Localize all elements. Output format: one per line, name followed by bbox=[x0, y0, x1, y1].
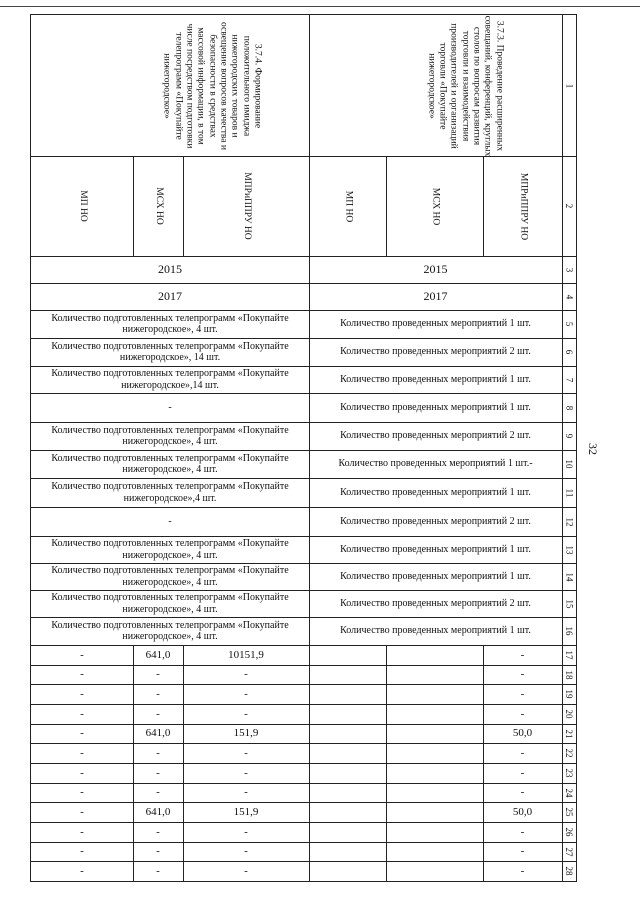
finance-mp-left: - bbox=[80, 727, 84, 740]
finance-mpripp-right: - bbox=[520, 707, 525, 720]
indicator-right: Количество проведенных мероприятий 2 шт. bbox=[340, 346, 531, 358]
finance-msh-left: - bbox=[156, 766, 160, 779]
executor-mpripp-right: МПРиППРУ НО bbox=[518, 172, 529, 240]
year-left: 2017 bbox=[158, 288, 182, 303]
row-number: 21 bbox=[563, 729, 574, 738]
finance-mpripp-left: 10151,9 bbox=[228, 648, 264, 661]
finance-column-divider bbox=[386, 645, 387, 881]
row-number: 28 bbox=[563, 866, 574, 876]
row-number: 3 bbox=[564, 267, 574, 272]
finance-mpripp-right: - bbox=[520, 668, 525, 681]
finance-mp-right bbox=[309, 842, 386, 862]
indicator-right: Количество проведенных мероприятий 1 шт. bbox=[340, 486, 531, 498]
finance-mp-left: - bbox=[80, 668, 84, 681]
indicator-left: Количество подготовленных телепрограмм «Покупайте нижегородское», 4 шт. bbox=[51, 619, 289, 642]
row-divider bbox=[31, 684, 576, 685]
finance-mp-left: - bbox=[80, 786, 84, 799]
executor-mp-right: МП НО bbox=[343, 190, 354, 222]
row-divider bbox=[31, 861, 576, 862]
finance-mpripp-right: - bbox=[520, 845, 525, 858]
finance-msh-right bbox=[386, 724, 483, 744]
finance-msh-left: 641,0 bbox=[145, 727, 171, 740]
finance-mp-right bbox=[309, 763, 386, 783]
finance-msh-left: - bbox=[156, 687, 160, 700]
finance-column-divider bbox=[183, 645, 184, 881]
row-number: 6 bbox=[564, 349, 574, 355]
finance-msh-left: - bbox=[156, 845, 160, 858]
indicator-right: Количество проведенных мероприятий 2 шт. bbox=[340, 597, 531, 609]
finance-mpripp-left: - bbox=[244, 825, 248, 838]
row-divider bbox=[31, 743, 576, 744]
middle-divider bbox=[309, 15, 310, 881]
finance-mp-right bbox=[309, 724, 386, 744]
finance-mpripp-left: - bbox=[244, 786, 248, 799]
finance-mpripp-left: - bbox=[244, 668, 248, 681]
indicator-left: Количество подготовленных телепрограмм «Покупайте нижегородское», 4 шт. bbox=[51, 424, 289, 447]
finance-mp-right bbox=[309, 684, 386, 704]
finance-mp-right bbox=[309, 743, 386, 763]
year-left: 2015 bbox=[158, 261, 182, 276]
row-number: 5 bbox=[564, 321, 574, 327]
finance-mpripp-right: - bbox=[520, 864, 525, 877]
page-number: 32 bbox=[586, 443, 601, 455]
column-number-1: 1 bbox=[564, 83, 574, 88]
row-divider bbox=[31, 665, 576, 666]
row-number: 22 bbox=[563, 748, 574, 758]
row-divider bbox=[31, 763, 576, 764]
row-number-divider bbox=[562, 15, 563, 881]
row-divider bbox=[31, 783, 576, 784]
column-number-2: 2 bbox=[564, 203, 574, 209]
finance-mpripp-left: - bbox=[244, 766, 248, 779]
indicator-left: Количество подготовленных телепрограмм «Покупайте нижегородское», 14 шт. bbox=[51, 340, 289, 363]
finance-mp-right bbox=[309, 802, 386, 822]
finance-mp-right bbox=[309, 704, 386, 724]
indicator-left: Количество подготовленных телепрограмм «Покупайте нижегородское»,14 шт. bbox=[51, 368, 289, 391]
finance-mpripp-right: - bbox=[520, 746, 525, 759]
executor-column-divider bbox=[483, 156, 484, 256]
executor-mpripp-left: МПРиППРУ НО bbox=[241, 172, 252, 240]
row-number: 7 bbox=[564, 377, 574, 382]
item-3-7-3-header: 3.7.3. Проведение расширенных совещаний, конференций, круглых столов по вопросам развития торговли и взаимодействия производителей и организаций торговли «Покупайте нижегородское» bbox=[425, 15, 504, 156]
finance-mpripp-right: - bbox=[520, 687, 525, 700]
finance-msh-right bbox=[386, 743, 483, 763]
row-number: 4 bbox=[564, 294, 574, 299]
finance-mpripp-left: 151,9 bbox=[233, 727, 259, 740]
finance-msh-right bbox=[386, 802, 483, 822]
executor-mp-left: МП НО bbox=[77, 190, 88, 222]
row-number: 16 bbox=[564, 626, 574, 636]
indicator-right: Количество проведенных мероприятий 1 шт.- bbox=[338, 458, 533, 470]
finance-mp-left: - bbox=[80, 687, 84, 700]
finance-mp-left: - bbox=[80, 845, 84, 858]
finance-mpripp-right: 50,0 bbox=[512, 805, 533, 818]
finance-mp-right bbox=[309, 861, 386, 881]
executor-column-divider bbox=[133, 156, 134, 256]
year-right: 2017 bbox=[423, 288, 448, 303]
item-3-7-4-header: 3.7.4. Формирование положительного имиджа нижегородских товаров и освещение вопросов качества и безопасности в средствах массовой информации, в том числе посредством подготовки телепрограмм «Покупайте нижегородское» bbox=[161, 21, 263, 150]
indicator-right: Количество проведенных мероприятий 1 шт. bbox=[340, 373, 531, 385]
finance-mp-left: - bbox=[80, 648, 84, 661]
finance-msh-left: - bbox=[156, 825, 160, 838]
finance-msh-right bbox=[386, 783, 483, 803]
finance-mp-left: - bbox=[80, 825, 84, 838]
finance-msh-right bbox=[386, 665, 483, 685]
finance-msh-left: - bbox=[156, 668, 160, 681]
finance-mpripp-right: - bbox=[520, 786, 525, 799]
finance-msh-right bbox=[386, 704, 483, 724]
finance-column-divider bbox=[133, 645, 134, 881]
indicator-left: Количество подготовленных телепрограмм «Покупайте нижегородское», 4 шт. bbox=[51, 592, 289, 615]
row-divider bbox=[31, 822, 576, 823]
row-divider bbox=[31, 802, 576, 803]
executor-column-divider bbox=[183, 156, 184, 256]
finance-mp-left: - bbox=[80, 746, 84, 759]
row-number: 9 bbox=[564, 433, 574, 439]
executor-msh-left: МСХ НО bbox=[153, 187, 164, 225]
indicator-left: Количество подготовленных телепрограмм «Покупайте нижегородское», 4 шт. bbox=[51, 312, 289, 335]
row-number: 13 bbox=[564, 545, 574, 554]
row-number: 25 bbox=[563, 807, 574, 817]
finance-mp-left: - bbox=[80, 707, 84, 720]
indicator-right: Количество проведенных мероприятий 1 шт. bbox=[340, 543, 531, 555]
year-right: 2015 bbox=[423, 261, 448, 276]
executor-msh-right: МСХ НО bbox=[430, 187, 441, 225]
row-number: 10 bbox=[564, 459, 574, 469]
finance-msh-left: 641,0 bbox=[145, 805, 171, 818]
top-rule bbox=[0, 6, 640, 7]
finance-mp-right bbox=[309, 645, 386, 665]
finance-mpripp-left: - bbox=[244, 707, 248, 720]
finance-mpripp-right: - bbox=[520, 825, 525, 838]
finance-mp-right bbox=[309, 783, 386, 803]
row-number: 8 bbox=[564, 405, 574, 410]
finance-msh-left: 641,0 bbox=[145, 648, 171, 661]
indicator-right: Количество проведенных мероприятий 1 шт. bbox=[340, 401, 531, 413]
finance-mpripp-left: - bbox=[244, 864, 248, 877]
document-table bbox=[30, 14, 577, 882]
executor-column-divider bbox=[386, 156, 387, 256]
indicator-left: Количество подготовленных телепрограмм «Покупайте нижегородское»,4 шт. bbox=[51, 481, 289, 504]
finance-mpripp-right: - bbox=[520, 648, 525, 661]
indicator-left: Количество подготовленных телепрограмм «Покупайте нижегородское», 4 шт. bbox=[51, 452, 289, 475]
finance-mpripp-left: - bbox=[244, 687, 248, 700]
finance-mp-right bbox=[309, 665, 386, 685]
row-divider bbox=[31, 724, 576, 725]
finance-mpripp-left: 151,9 bbox=[233, 805, 259, 818]
row-number: 26 bbox=[563, 827, 574, 837]
row-divider bbox=[31, 704, 576, 705]
finance-mpripp-left: - bbox=[244, 845, 248, 858]
row-number: 12 bbox=[564, 517, 574, 526]
finance-msh-left: - bbox=[156, 864, 160, 877]
indicator-right: Количество проведенных мероприятий 2 шт. bbox=[340, 515, 531, 527]
row-number: 27 bbox=[563, 847, 574, 856]
finance-mp-left: - bbox=[80, 766, 84, 779]
finance-column-divider bbox=[483, 645, 484, 881]
finance-msh-left: - bbox=[156, 746, 160, 759]
indicator-right: Количество проведенных мероприятий 1 шт. bbox=[340, 625, 531, 637]
row-number: 24 bbox=[563, 788, 574, 797]
indicator-left: - bbox=[168, 515, 172, 527]
finance-mpripp-left: - bbox=[244, 746, 248, 759]
indicator-left: Количество подготовленных телепрограмм «Покупайте нижегородское», 4 шт. bbox=[51, 565, 289, 588]
indicator-left: - bbox=[168, 401, 172, 413]
row-number: 23 bbox=[563, 768, 574, 778]
row-number: 19 bbox=[563, 689, 574, 699]
finance-mpripp-right: 50,0 bbox=[512, 727, 533, 740]
finance-msh-left: - bbox=[156, 707, 160, 720]
row-number: 14 bbox=[564, 572, 574, 581]
finance-msh-right bbox=[386, 763, 483, 783]
finance-msh-left: - bbox=[156, 786, 160, 799]
indicator-right: Количество проведенных мероприятий 2 шт. bbox=[340, 430, 531, 442]
indicator-left: Количество подготовленных телепрограмм «Покупайте нижегородское», 4 шт. bbox=[51, 538, 289, 561]
finance-msh-right bbox=[386, 684, 483, 704]
finance-msh-right bbox=[386, 822, 483, 842]
row-number: 17 bbox=[563, 650, 574, 660]
finance-msh-right bbox=[386, 861, 483, 881]
finance-msh-right bbox=[386, 645, 483, 665]
row-number: 11 bbox=[564, 488, 574, 497]
finance-mp-left: - bbox=[80, 805, 84, 818]
row-number: 18 bbox=[563, 670, 574, 679]
row-number: 20 bbox=[563, 709, 574, 719]
indicator-right: Количество проведенных мероприятий 1 шт. bbox=[340, 318, 531, 330]
row-number: 15 bbox=[564, 599, 574, 608]
finance-msh-right bbox=[386, 842, 483, 862]
row-divider bbox=[31, 842, 576, 843]
finance-mp-left: - bbox=[80, 864, 84, 877]
indicator-right: Количество проведенных мероприятий 1 шт. bbox=[340, 570, 531, 582]
finance-mp-right bbox=[309, 822, 386, 842]
finance-mpripp-right: - bbox=[520, 766, 525, 779]
